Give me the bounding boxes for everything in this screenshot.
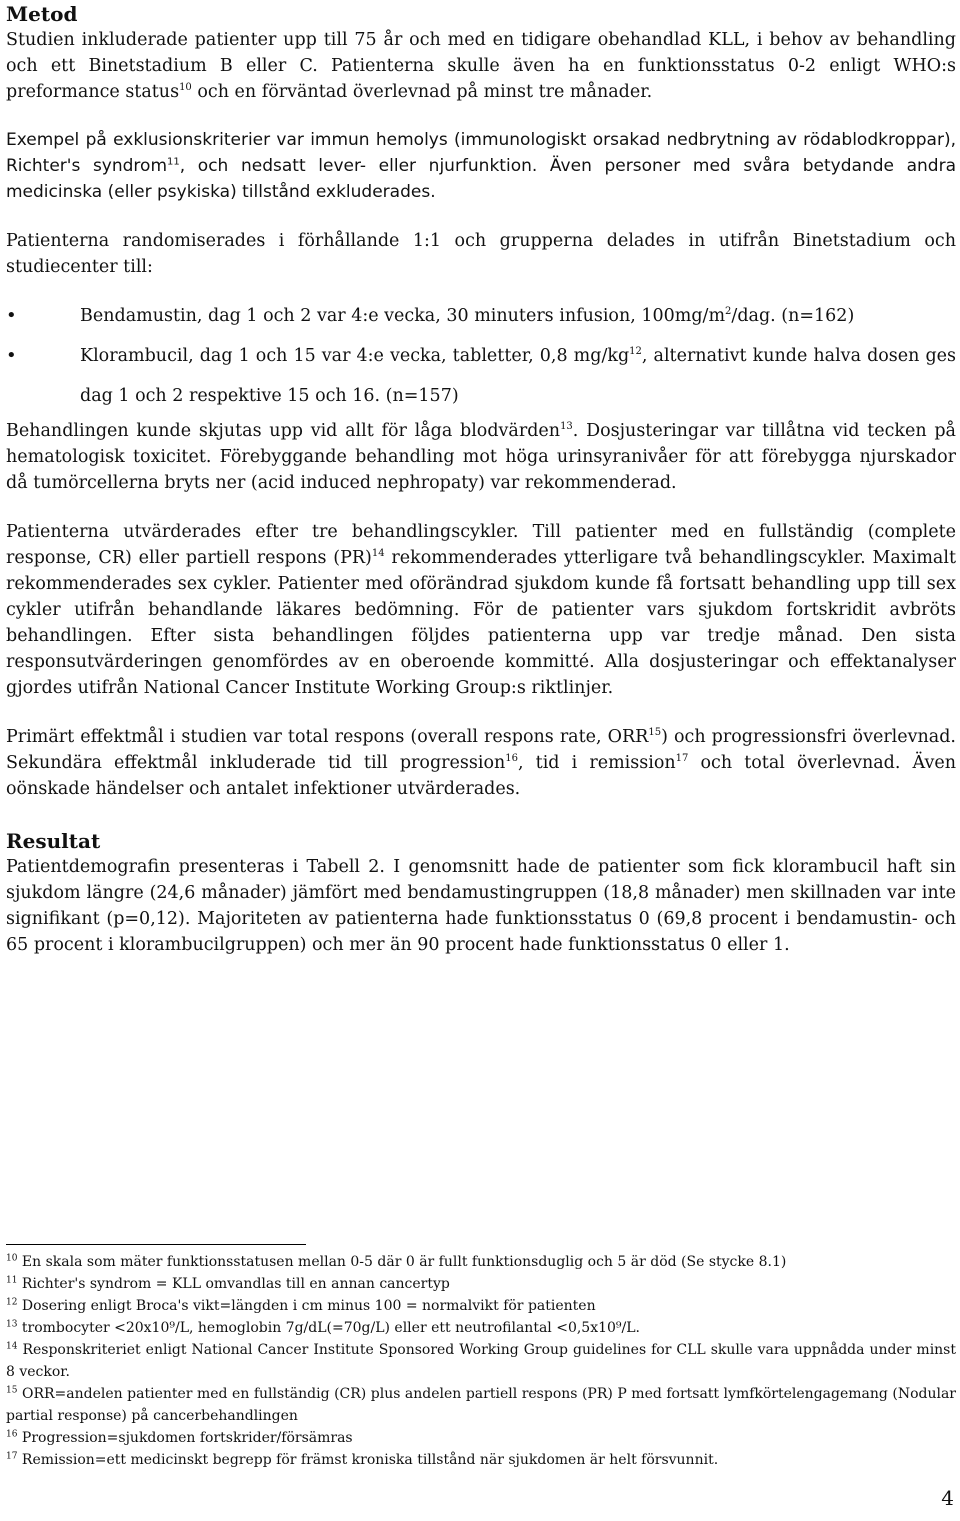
metod-paragraph-6 xyxy=(6,724,956,802)
footnote-ref: 15 xyxy=(648,727,662,739)
footnote-10 xyxy=(6,1251,956,1273)
footnote-text: Remission=ett medicinskt begrepp för främst kroniska tillstånd när sjukdomen är helt försvunnit. xyxy=(17,1452,719,1468)
list-item-bendamustin xyxy=(6,296,956,336)
footnote-divider xyxy=(6,1244,306,1245)
list-item-text: Bendamustin, dag 1 och 2 var 4:e vecka, 30 minuters infusion, 100mg/m xyxy=(80,306,726,326)
metod-paragraph-4 xyxy=(6,418,956,496)
paragraph-text: Behandlingen kunde skjutas upp vid allt för låga blodvärden xyxy=(6,421,561,441)
footnote-16 xyxy=(6,1427,956,1449)
paragraph-text: Patienterna utvärderades efter tre behandlingscykler. Till patienter med en fullständig (complete response, CR) eller partiell respons (PR) xyxy=(6,522,956,568)
section-heading-resultat: Resultat xyxy=(6,829,101,853)
bullet-icon: • xyxy=(6,345,17,366)
footnote-12 xyxy=(6,1295,956,1317)
paragraph-text: ) och progressionsfri överlevnad. Sekundära effektmål inkluderade tid till progression xyxy=(6,727,956,773)
page-number: 4 xyxy=(941,1486,954,1510)
footnote-ref: 13 xyxy=(560,421,573,433)
footnote-ref: 16 xyxy=(505,753,518,765)
resultat-paragraph-1: Patientdemografin presenteras i Tabell 2. I genomsnitt hade de patienter som fick klorambucil haft sin sjukdom längre (24,6 månader) jämfört med bendamustingruppen (18,8 månader) men skillnaden var inte signifikant (p=0,12). Majoriteten av patienterna hade funktionsstatus 0 (69,8 procent i bendamustin- och 65 procent i klorambucilgruppen) och mer än 90 procent hade funktionsstatus 0 eller 1. xyxy=(6,857,956,955)
footnote-ref: 14 xyxy=(371,548,385,560)
footnote-ref: 11 xyxy=(167,156,180,168)
footnote-14 xyxy=(6,1339,956,1383)
paragraph-text: Exempel på exklusionskriterier var immun hemolys (immunologiskt orsakad nedbrytning av rödablodkroppar), Richter's syndrom xyxy=(6,130,956,176)
footnote-text: Progression=sjukdomen fortskrider/försämras xyxy=(17,1430,353,1446)
footnote-ref: 10 xyxy=(179,82,192,94)
list-item-text: , alternativt kunde halva dosen ges dag 1 och 2 respektive 15 och 16. (n=157) xyxy=(80,346,957,406)
footnote-17 xyxy=(6,1449,956,1471)
list-item-text: /dag. (n=162) xyxy=(731,306,855,326)
document-page xyxy=(6,0,956,958)
footnote-number: 11 xyxy=(6,1275,18,1286)
footnote-text: Richter's syndrom = KLL omvandlas till en annan cancertyp xyxy=(17,1276,450,1292)
footnote-number: 12 xyxy=(6,1297,18,1308)
paragraph-text: rekommenderades ytterligare två behandlingscykler. Maximalt rekommenderades sex cykler. Patienter med oförändrad sjukdom kunde få fortsatt behandling upp till sex cykler utifrån behandlande läkares bedömning. För de patienter vars sjukdom fortskridit avbröts behandlingen. Efter sista behandlingen följdes patienterna upp var tredje månad. Den sista responsutvärderingen genomfördes av en oberoende kommitté. Alla dosjusteringar och effektanalyser gjordes utifrån National Cancer Institute Working Group:s riktlinjer. xyxy=(6,548,956,698)
footnote-number: 10 xyxy=(6,1253,18,1264)
footnote-text: ORR=andelen patienter med en fullständig (CR) plus andelen partiell respons (PR) P med fortsatt lymfkörtelengagemang (Nodular partial response) på cancerbehandlingen xyxy=(6,1386,956,1424)
paragraph-text: Primärt effektmål i studien var total respons (overall respons rate, ORR xyxy=(6,727,649,747)
footnote-number: 16 xyxy=(6,1429,18,1440)
paragraph-text: och total överlevnad. Även oönskade händelser och antalet infektioner utvärderades. xyxy=(6,753,956,799)
paragraph-text: . Dosjusteringar var tillåtna vid tecken på hematologisk toxicitet. Förebyggande behandling mot höga urinsyranivåer för att förebygga njurskador då tumörcellerna bryts ner (acid induced nephropaty) var rekommenderad. xyxy=(6,421,956,493)
footnote-ref: 17 xyxy=(675,753,689,765)
paragraph-text: Studien inkluderade patienter upp till 75 år och med en tidigare obehandlad KLL, i behov av behandling och ett Binetstadium B eller C. Patienterna skulle även ha en funktionsstatus 0-2 enligt WHO:s preformance status xyxy=(6,30,956,102)
list-item-klorambucil xyxy=(6,336,956,416)
metod-paragraph-2 xyxy=(6,127,956,205)
paragraph-text: och en förväntad överlevnad på minst tre månader. xyxy=(191,82,653,102)
list-item-text: Klorambucil, dag 1 och 15 var 4:e vecka, tabletter, 0,8 mg/kg xyxy=(80,346,630,366)
footnote-11 xyxy=(6,1273,956,1295)
footnote-text: Dosering enligt Broca's vikt=längden i cm minus 100 = normalvikt för patienten xyxy=(17,1298,596,1314)
footnote-text: trombocyter <20x10⁹/L, hemoglobin 7g/dL(=70g/L) eller ett neutrofilantal <0,5x10⁹/L. xyxy=(17,1320,641,1336)
footnote-15 xyxy=(6,1383,956,1427)
footnote-number: 13 xyxy=(6,1319,18,1330)
superscript: 2 xyxy=(725,306,732,318)
metod-paragraph-5 xyxy=(6,519,956,701)
paragraph-text: , tid i remission xyxy=(517,753,676,773)
footnote-text: Responskriteriet enligt National Cancer Institute Sponsored Working Group guidelines for CLL skulle vara uppnådda under minst 8 veckor. xyxy=(6,1342,956,1380)
bullet-icon: • xyxy=(6,305,17,326)
treatment-list xyxy=(6,296,956,416)
footnote-number: 14 xyxy=(6,1341,18,1352)
section-heading-metod: Metod xyxy=(6,2,78,26)
metod-paragraph-3: Patienterna randomiserades i förhållande 1:1 och grupperna delades in utifrån Binetstadium och studiecenter till: xyxy=(6,231,956,277)
footnote-text: En skala som mäter funktionsstatusen mellan 0-5 där 0 är fullt funktionsduglig och 5 är död (Se stycke 8.1) xyxy=(17,1254,787,1270)
footnote-number: 17 xyxy=(6,1451,18,1462)
footnotes xyxy=(6,1244,956,1471)
paragraph-text: , och nedsatt lever- eller njurfunktion. Även personer med svåra betydande andra medicinska (eller psykiska) tillstånd exkluderades. xyxy=(6,156,956,202)
footnote-ref: 12 xyxy=(629,346,642,358)
footnote-number: 15 xyxy=(6,1385,18,1396)
footnote-13 xyxy=(6,1317,956,1339)
metod-paragraph-1 xyxy=(6,27,956,105)
